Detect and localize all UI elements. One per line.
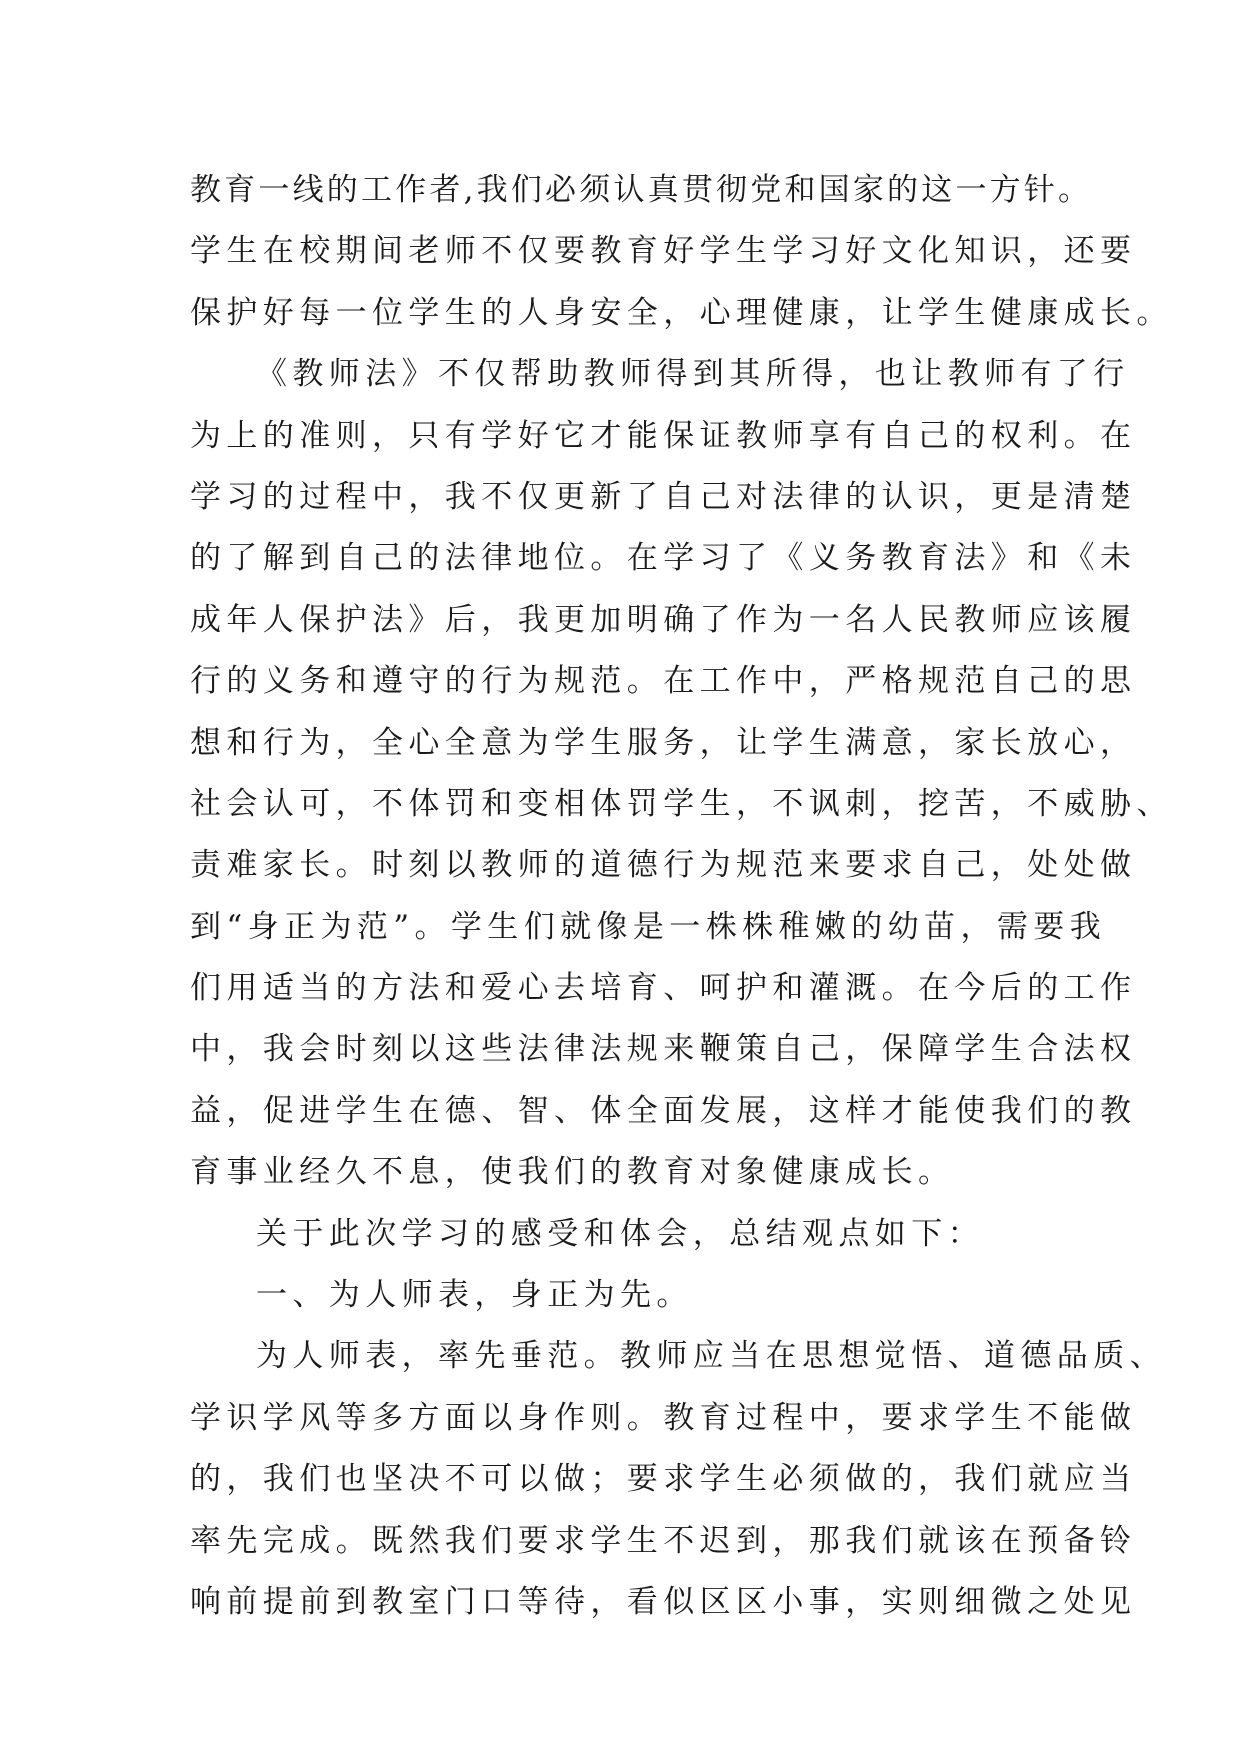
text-line: 责难家长。时刻以教师的道德行为规范来要求自己，处处做 xyxy=(190,847,1137,884)
text-line: 成年人保护法》后，我更加明确了作为一名人民教师应该履 xyxy=(190,601,1137,638)
text-line: 社会认可，不体罚和变相体罚学生，不讽刺，挖苦，不威胁、 xyxy=(190,785,1173,822)
text-line: 学生在校期间老师不仅要教育好学生学习好文化知识，还要 xyxy=(190,233,1137,270)
text-line: 学习的过程中，我不仅更新了自己对法律的认识，更是清楚 xyxy=(190,478,1137,515)
paragraph-start-line: 关于此次学习的感受和体会，总结观点如下： xyxy=(256,1215,984,1252)
text-line: 益，促进学生在德、智、体全面发展，这样才能使我们的教 xyxy=(190,1092,1137,1129)
section-heading: 一、为人师表，身正为先。 xyxy=(256,1277,693,1314)
body-text xyxy=(190,160,1173,1633)
text-line: 的了解到自己的法律地位。在学习了《义务教育法》和《未 xyxy=(190,540,1137,577)
text-line: 到“身正为范”。学生们就像是一株株稚嫩的幼苗，需要我 xyxy=(190,908,1107,945)
text-line: 们用适当的方法和爱心去培育、呵护和灌溉。在今后的工作 xyxy=(190,970,1137,1007)
text-line: 中，我会时刻以这些法律法规来鞭策自己，保障学生合法权 xyxy=(190,1031,1137,1068)
text-line: 为上的准则，只有学好它才能保证教师享有自己的权利。在 xyxy=(190,417,1137,454)
text-line: 响前提前到教室门口等待，看似区区小事，实则细微之处见 xyxy=(190,1583,1137,1620)
text-line: 育事业经久不息，使我们的教育对象健康成长。 xyxy=(190,1154,955,1191)
paragraph-start-line: 《教师法》不仅帮助教师得到其所得，也让教师有了行 xyxy=(256,356,1130,393)
text-line: 率先完成。既然我们要求学生不迟到，那我们就该在预备铃 xyxy=(190,1522,1137,1559)
text-line: 教育一线的工作者,我们必须认真贯彻党和国家的这一方针。 xyxy=(190,172,1093,208)
text-line: 的，我们也坚决不可以做；要求学生必须做的，我们就应当 xyxy=(190,1461,1137,1498)
text-line: 想和行为，全心全意为学生服务，让学生满意，家长放心， xyxy=(190,724,1137,761)
text-line: 保护好每一位学生的人身安全，心理健康，让学生健康成长。 xyxy=(190,294,1173,331)
text-line: 学识学风等多方面以身作则。教育过程中，要求学生不能做 xyxy=(190,1399,1137,1436)
paragraph-start-line: 为人师表，率先垂范。教师应当在思想觉悟、道德品质、 xyxy=(256,1338,1166,1375)
text-line: 行的义务和遵守的行为规范。在工作中，严格规范自己的思 xyxy=(190,663,1137,700)
